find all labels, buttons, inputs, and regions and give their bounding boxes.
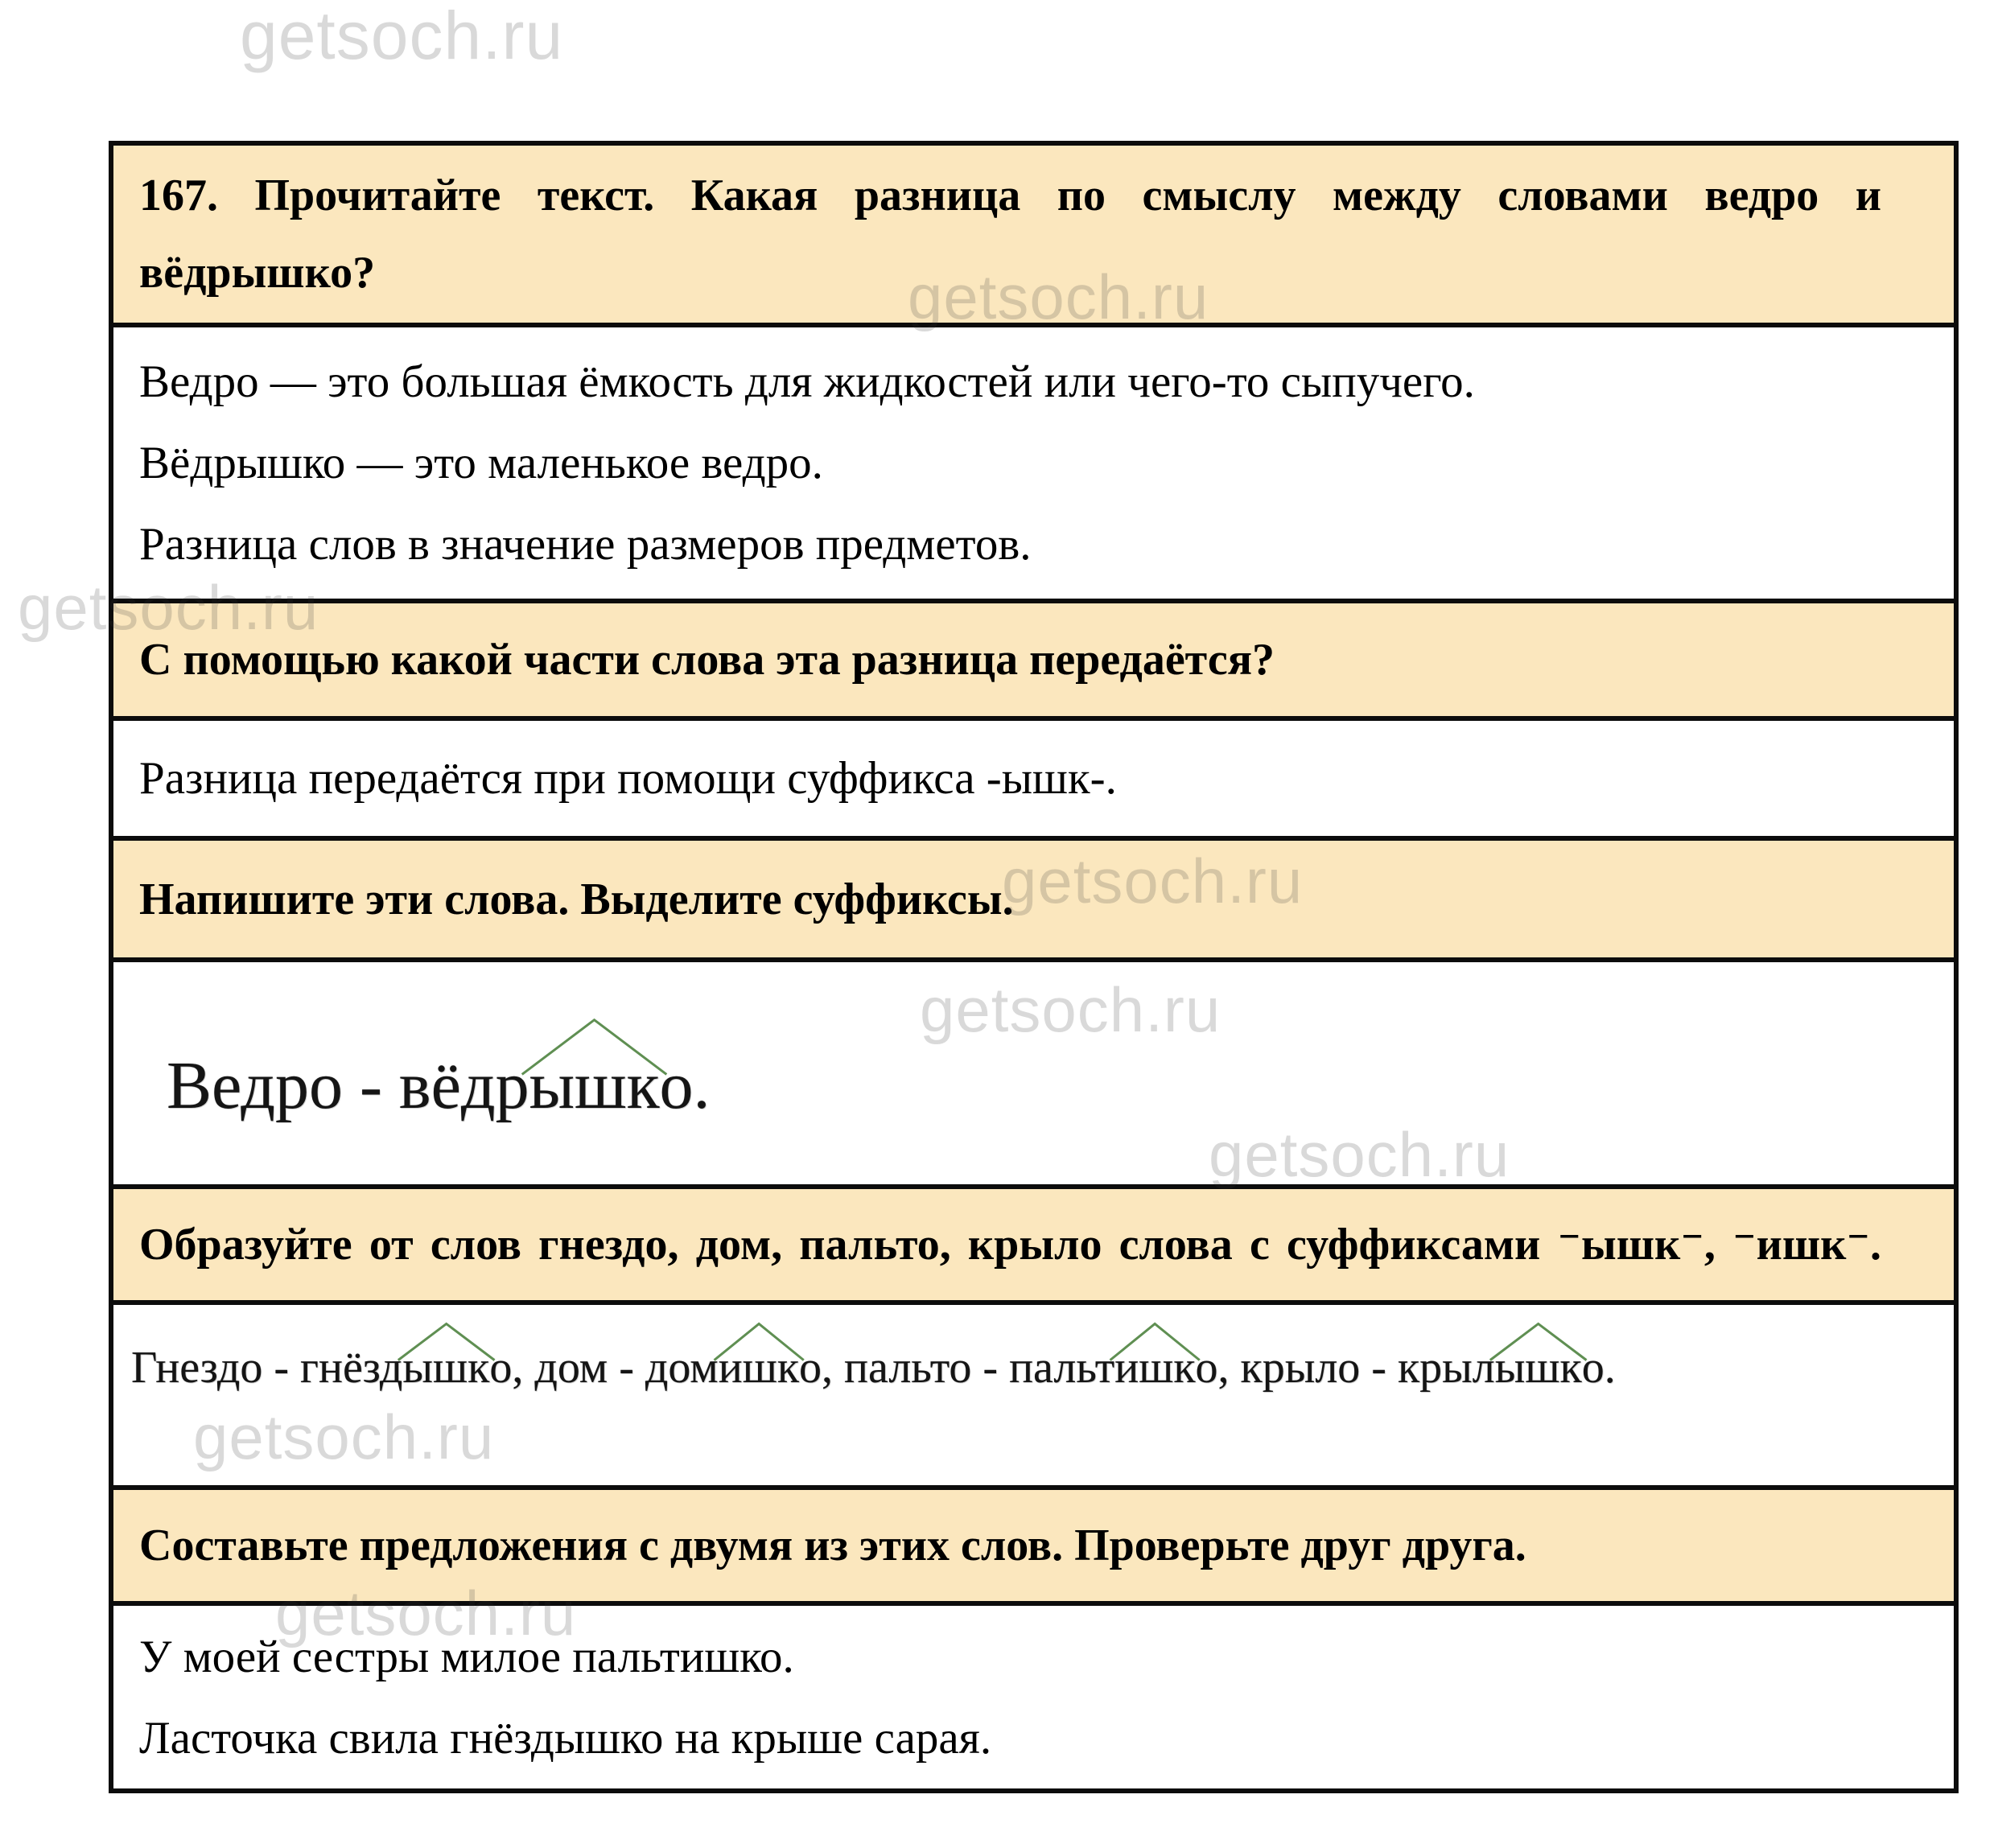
- watermark-top: getsoch.ru: [240, 0, 564, 73]
- answer-row-suffix: [113, 721, 1954, 841]
- question-word-part-text: С помощью какой части слова эта разница передаётся?: [139, 635, 1275, 685]
- answer-meaning-line2: Вёдрышко — это маленькое ведро.: [139, 438, 823, 488]
- suffix-yshk-marked: ышк: [402, 1345, 489, 1390]
- question-sentences-text: Составьте предложения с двумя из этих слов. Проверьте друг друга.: [139, 1521, 1526, 1570]
- answer-row-formed-words: [113, 1305, 1954, 1490]
- answer-row-sentences: [113, 1606, 1954, 1788]
- suffix-yshk-marked: ышк: [529, 1052, 660, 1120]
- exercise-table: [109, 141, 1959, 1793]
- question-row-sentences: [113, 1490, 1954, 1606]
- question-row-word-part: [113, 603, 1954, 721]
- question-row-form-words: [113, 1189, 1954, 1305]
- answer-formed-words-line: Гнездо - гнёзд ышко, дом - дом ишко, пальто - пальт ишко, крыло - крыл ышко.: [131, 1345, 1881, 1390]
- question-task-line2: вёдрышко?: [139, 248, 376, 298]
- answer-vedro-pre: Ведро - вёдр: [167, 1048, 529, 1123]
- suffix-yshk-marked: ышк: [1495, 1345, 1582, 1390]
- question-form-words-text: Образуйте от слов гнездо, дом, пальто, крыло слова с суффиксами ⁻ышк⁻, ⁻ишк⁻.: [139, 1220, 1881, 1270]
- answer-row-meaning: [113, 327, 1954, 603]
- suffix-ishk-marked: ишк: [719, 1345, 799, 1390]
- question-row-task: [113, 146, 1954, 327]
- answer-meaning-line1: Ведро — это большая ёмкость для жидкостей или чего-то сыпучего.: [139, 356, 1475, 407]
- suffix-ishk-marked: ишк: [1114, 1345, 1195, 1390]
- answer-vedro-post: о.: [659, 1048, 711, 1123]
- answer-row-vedro: [113, 962, 1954, 1189]
- question-task-line1: 167. Прочитайте текст. Какая разница по смыслу между словами ведро и: [139, 171, 1881, 220]
- question-write-words-text: Напишите эти слова. Выделите суффиксы.: [139, 874, 1014, 924]
- answer-suffix-text: Разница передаётся при помощи суффикса -ышк-.: [139, 753, 1117, 804]
- answer-vedro-line: [167, 1048, 1881, 1123]
- answer-sentence-2: Ласточка свила гнёздышко на крыше сарая.: [139, 1712, 992, 1764]
- answer-meaning-line3: Разница слов в значение размеров предметов.: [139, 519, 1032, 570]
- question-row-write-words: [113, 841, 1954, 962]
- answer-sentence-1: У моей сестры милое пальтишко.: [139, 1631, 794, 1682]
